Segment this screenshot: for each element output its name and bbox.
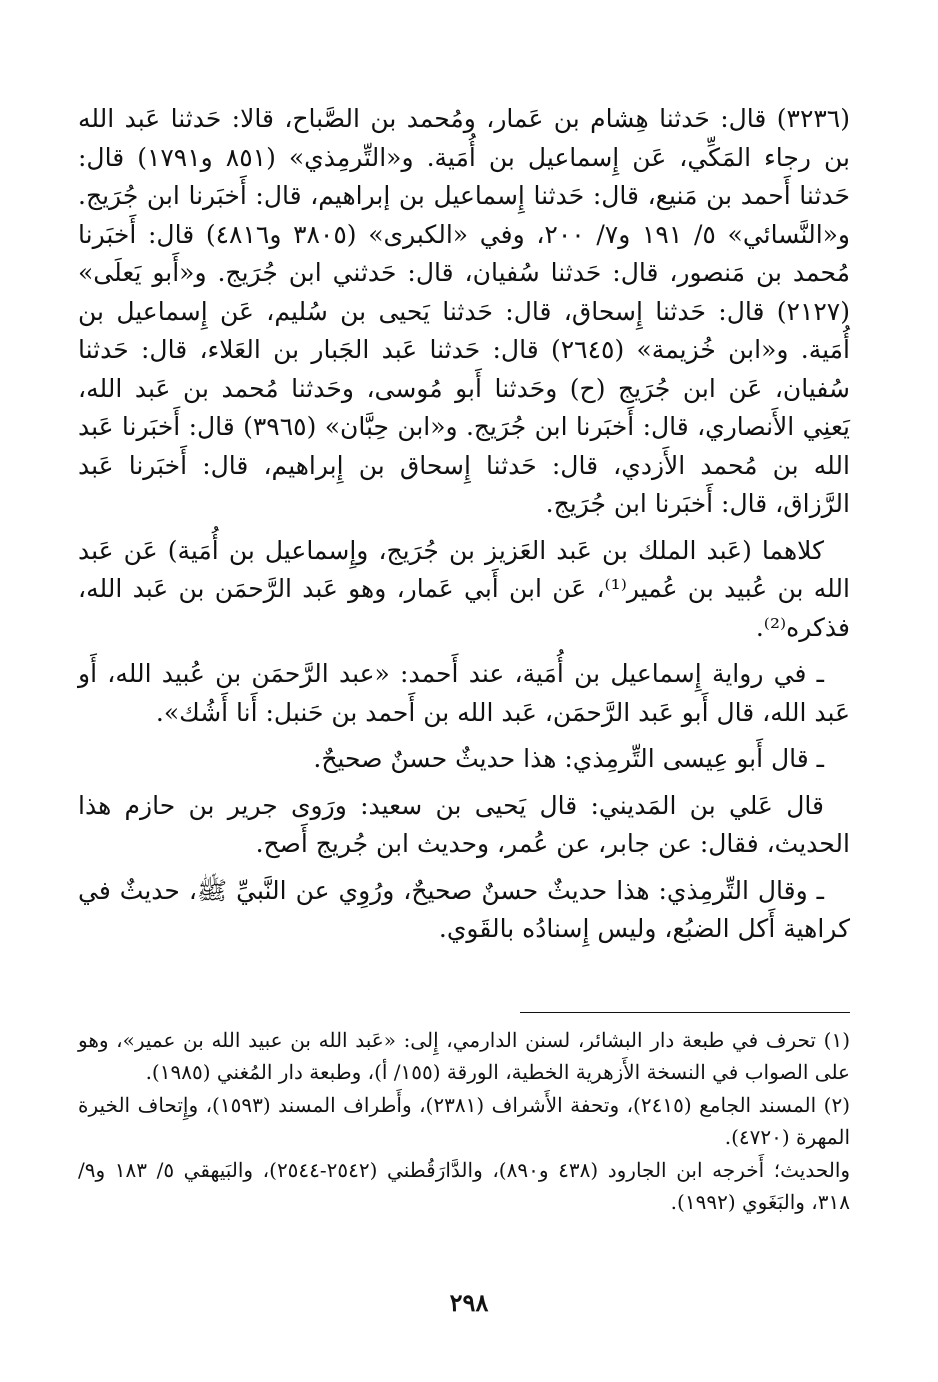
main-text (78, 100, 850, 949)
hadith-chain-paragraph: (٣٢٣٦) قال: حَدثنا هِشام بن عَمار، ومُحمد بن الصَّباح، قالا: حَدثنا عَبد الله بن رجاء المَكِّي، عَن إِسماعيل بن أُمَية. و«التِّرمِذي» (٨٥١ و١٧٩١) قال: حَدثنا أَحمد بن مَنيع، قال: حَدثنا إِسماعيل بن إبراهيم، قال: أَخبَرنا ابن جُرَيج. و«النَّسائي» ٥/ ١٩١ و٧/ ٢٠٠، وفي «الكبرى» (٣٨٠٥ و٤٨١٦) قال: أَخبَرنا مُحمد بن مَنصور، قال: حَدثنا سُفيان، قال: حَدثني ابن جُرَيج. و«أَبو يَعلَى» (٢١٢٧) قال: حَدثنا إِسحاق، قال: حَدثنا يَحيى بن سُليم، عَن إِسماعيل بن أُمَية. و«ابن خُزيمة» (٢٦٤٥) قال: حَدثنا عَبد الجَبار بن العَلاء، قال: حَدثنا سُفيان، عَن ابن جُرَيج (ح) وحَدثنا أَبو مُوسى، وحَدثنا مُحمد بن عَبد الله، يَعنِي الأَنصاري، قال: أَخبَرنا ابن جُرَيج. و«ابن حِبَّان» (٣٩٦٥) قال: أَخبَرنا عَبد الله بن مُحمد الأَزدي، قال: حَدثنا إِسحاق بن إِبراهيم، قال: أَخبَرنا عَبد الرَّزاق، قال: أَخبَرنا ابن جُرَيج. (78, 104, 851, 518)
footnote-2: (٢) المسند الجامع (٢٤١٥)، وتحفة الأَشراف (٢٣٨١)، وأَطراف المسند (١٥٩٣)، وإِتحاف الخيرة المهرة (٤٧٢٠). (78, 1093, 851, 1149)
page-number: ٢٩٨ (449, 1288, 489, 1317)
page-body (78, 100, 851, 1214)
tirmidhi-second-note-paragraph: ـ وقال التِّرمِذي: هذا حديثٌ حسنٌ صحيحٌ، ورُوِي عن النَّبيِّ ﷺ، حديثٌ في كراهية أَكل الضبُع، وليس إِسنادُه بالقَوي. (78, 875, 850, 943)
narrators-paragraph: كلاهما (عَبد الملك بن عَبد العَزيز بن جُرَيج، وإِسماعيل بن أُمَية) عَن عَبد الله بن عُبيد بن عُمير⁽¹⁾، عَن ابن أَبي عَمار، وهو عَبد الرَّحمَن بن عَبد الله، فذكره⁽²⁾. (78, 535, 850, 642)
madini-note-paragraph: قال عَلي بن المَديني: قال يَحيى بن سعيد: ورَوى جرير بن حازم هذا الحديث، فقال: عن جابر، عن عُمر، وحديث ابن جُريج أَصح. (78, 790, 850, 858)
footnote-1: (١) تحرف في طبعة دار البشائر، لسنن الدارمي، إِلى: «عَبد الله بن عبيد الله بن عمير»، وهو على الصواب في النسخة الأَزهرية الخطية، الورقة (١٥٥/ أ)، وطبعة دار المُغني (١٩٨٥). (78, 1028, 850, 1084)
tirmidhi-grading-paragraph: ـ قال أَبو عِيسى التِّرمِذي: هذا حديثٌ حسنٌ صحيحٌ. (313, 744, 824, 773)
footnote-3: والحديث؛ أَخرجه ابن الجارود (٤٣٨ و٨٩٠)، والدَّارَقُطني (٢٥٤٢-٢٥٤٤)، والبَيهقي ٥/ ١٨٣ و٩/ ٣١٨، والبَغَوي (١٩٩٢). (78, 1158, 851, 1214)
footnotes (78, 1025, 850, 1220)
footnote-separator (520, 1012, 850, 1013)
ahmad-note-paragraph: ـ في رواية إِسماعيل بن أُمَية، عند أَحمد: «عبد الرَّحمَن بن عُبيد الله، أَو عَبد الله، قال أَبو عَبد الرَّحمَن، عَبد الله بن أَحمد بن حَنبل: أَنا أَشُك». (78, 659, 850, 727)
